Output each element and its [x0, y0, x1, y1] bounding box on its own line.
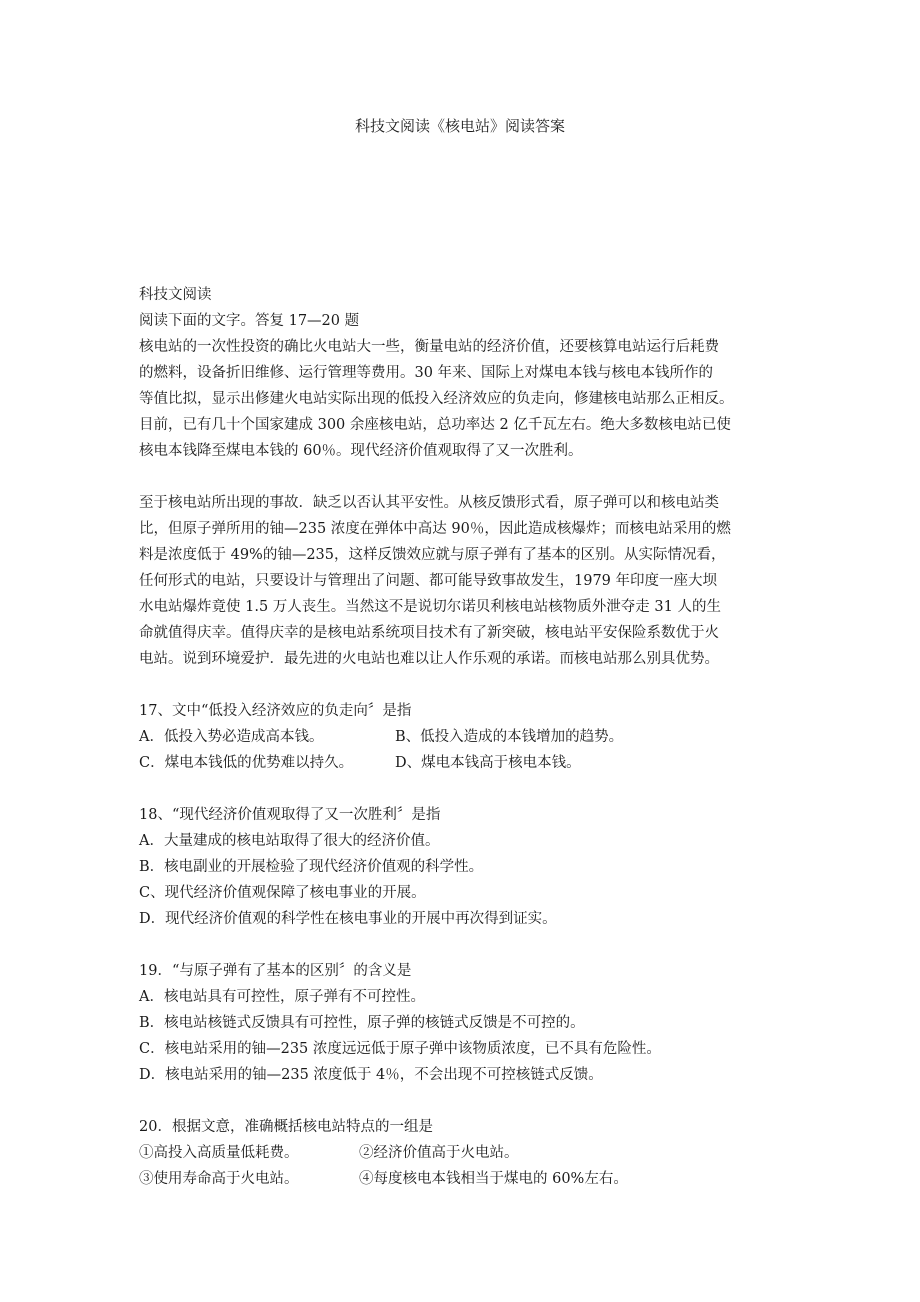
question-19 [139, 958, 799, 1088]
paragraph-gap [139, 464, 799, 490]
passage-line: 水电站爆炸竟使 1.5 万人丧生。当然这不是说切尔诺贝利核电站核物质外泄夺走 31 人的生 [139, 599, 721, 615]
paragraph-gap [139, 932, 799, 958]
option-b: B、低投入造成的本钱增加的趋势。 [395, 729, 624, 745]
document-title: 科技文阅读《核电站》阅读答案 [354, 117, 565, 135]
option-d: D．核电站采用的铀—235 浓度低于 4％，不会出现不可控核链式反馈。 [139, 1067, 603, 1083]
passage-line: 核电站的一次性投资的确比火电站大一些，衡量电站的经济价值，还要核算电站运行后耗费 [139, 339, 719, 355]
option-3: ③使用寿命高于火电站。 [139, 1171, 299, 1187]
option-1: ①高投入高质量低耗费。 [139, 1145, 299, 1161]
option-d: D、煤电本钱高于核电本钱。 [395, 755, 581, 771]
option-a: A．核电站具有可控性，原子弹有不可控性。 [139, 989, 425, 1005]
passage-line: 比，但原子弹所用的铀—235 浓度在弹体中高达 90％，因此造成核爆炸；而核电站采用的燃 [139, 521, 731, 537]
question-20 [139, 1114, 799, 1192]
option-b: B．核电站核链式反馈具有可控性，原子弹的核链式反馈是不可控的。 [139, 1015, 585, 1031]
option-4: ④每度核电本钱相当于煤电的 60%左右。 [359, 1171, 628, 1187]
option-a: A．大量建成的核电站取得了很大的经济价值。 [139, 833, 440, 849]
option-row [139, 1166, 799, 1192]
option-row [139, 1140, 799, 1166]
passage-paragraph-2 [139, 490, 799, 672]
passage-paragraph-1 [139, 334, 799, 464]
paragraph-gap [139, 672, 799, 698]
option-c: C、现代经济价值观保障了核电事业的开展。 [139, 885, 426, 901]
question-17 [139, 698, 799, 776]
option-b: B．核电副业的开展检验了现代经济价值观的科学性。 [139, 859, 484, 875]
question-18 [139, 802, 799, 932]
passage-line: 料是浓度低于 49%的铀—235，这样反馈效应就与原子弹有了基本的区别。从实际情况看， [139, 547, 726, 563]
paragraph-gap [139, 1088, 799, 1114]
passage-line: 核电本钱降至煤电本钱的 60％。现代经济价值观取得了又一次胜利。 [139, 443, 583, 459]
passage-line: 目前，已有几十个国家建成 300 余座核电站，总功率达 2 亿千瓦左右。绝大多数核电站已使 [139, 417, 731, 433]
question-stem: 20．根据文意，准确概括核电站特点的一组是 [139, 1119, 433, 1135]
option-d: D．现代经济价值观的科学性在核电事业的开展中再次得到证实。 [139, 911, 557, 927]
passage-line: 至于核电站所出现的事故．缺乏以否认其平安性。从核反馈形式看，原子弹可以和核电站类 [139, 495, 719, 511]
question-stem: 17、文中“低投入经济效应的负走向〞是指 [139, 703, 412, 719]
passage-line: 的燃料，设备折旧维修、运行管理等费用。30 年来、国际上对煤电本钱与核电本钱所作的 [139, 365, 714, 381]
option-2: ②经济价值高于火电站。 [359, 1145, 519, 1161]
document-content [139, 282, 799, 1192]
passage-line: 等值比拟，显示出修建火电站实际出现的低投入经济效应的负走向，修建核电站那么正相反。 [139, 391, 734, 407]
question-stem: 18、“现代经济价值观取得了又一次胜利〞是指 [139, 807, 441, 823]
passage-line: 命就值得庆幸。值得庆幸的是核电站系统项目技术有了新突破，核电站平安保险系数优于火 [139, 625, 719, 641]
option-c: C．煤电本钱低的优势难以持久。 [139, 755, 354, 771]
option-c: C．核电站采用的铀—235 浓度远远低于原子弹中该物质浓度，已不具有危险性。 [139, 1041, 661, 1057]
paragraph-gap [139, 776, 799, 802]
option-a: A．低投入势必造成高本钱。 [139, 729, 324, 745]
question-stem: 19．“与原子弹有了基本的区别〞的含义是 [139, 963, 412, 979]
option-row [139, 724, 799, 750]
reading-instruction: 阅读下面的文字。答复 17—20 题 [139, 313, 360, 329]
passage-line: 任何形式的电站，只要设计与管理出了问题、都可能导致事故发生，1979 年印度一座大坝 [139, 573, 718, 589]
passage-line: 电站。说到环境爱护．最先进的火电站也难以让人作乐观的承诺。而核电站那么别具优势。 [139, 651, 719, 667]
section-heading: 科技文阅读 [139, 287, 212, 303]
option-row [139, 750, 799, 776]
